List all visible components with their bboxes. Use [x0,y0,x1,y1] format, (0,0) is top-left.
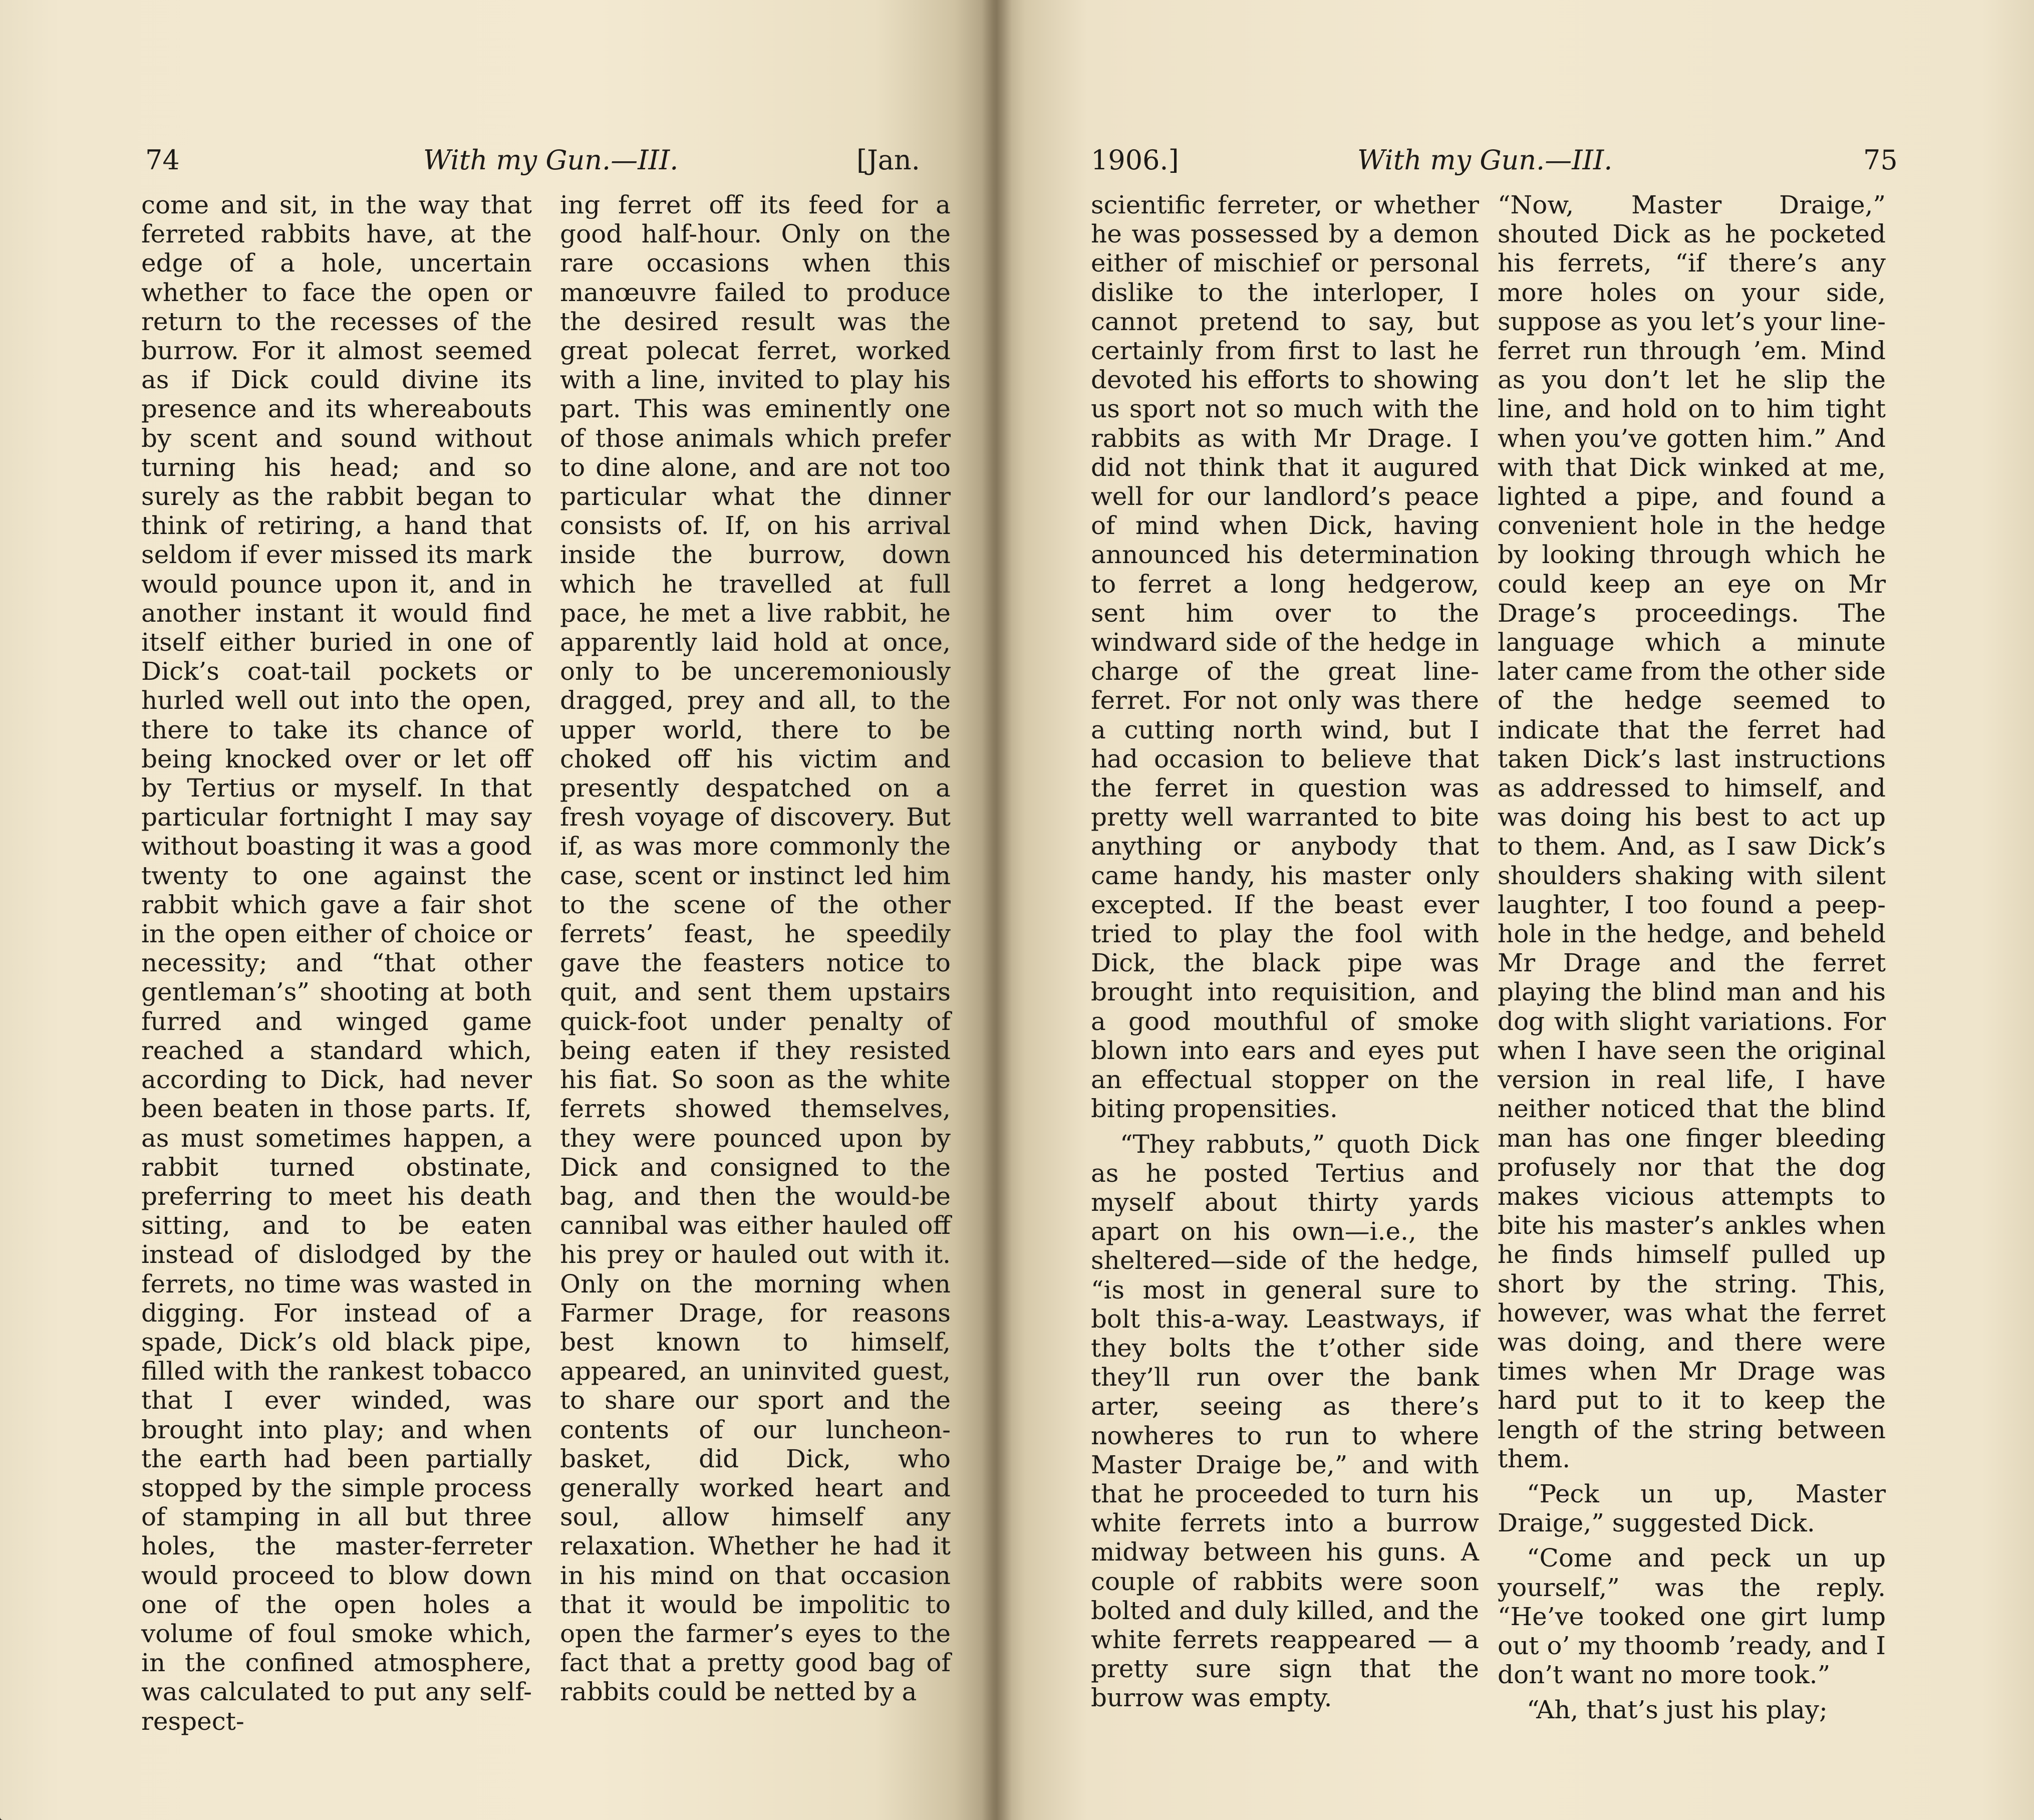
paragraph: scientific ferreter, or whether he was possessed by a demon either of mischief or personal dislike to the interloper, I cannot pretend to say, but certainly from first to last he devoted his efforts to showing us sport not so much with the rabbits as with Mr Drage. I did not think that it augured well for our landlord’s peace of mind when Dick, having announced his determination to ferret a long hedgerow, sent him over to the windward side of the hedge in charge of the great line-ferret. For not only was there a cutting north wind, but I had occasion to believe that the ferret in question was pretty well warranted to bite anything or anybody that came handy, his master only excepted. If the beast ever tried to play the fool with Dick, the black pipe was brought into requisition, and a good mouthful of smoke blown into ears and eyes put an effectual stopper on the biting propensities. [1091,190,1479,1124]
left-column-2 [560,190,951,1707]
paragraph: ing ferret off its feed for a good half-hour. Only on the rare occasions when this manœuvre failed to produce the desired result was the great polecat ferret, worked with a line, invited to play his part. This was eminently one of those animals which prefer to dine alone, and are not too particular what the dinner consists of. If, on his arrival inside the burrow, down which he travelled at full pace, he met a live rabbit, he apparently laid hold at once, only to be unceremoniously dragged, prey and all, to the upper world, there to be choked off his victim and presently despatched on a fresh voyage of discovery. But if, as was more commonly the case, scent or instinct led him to the scene of the other ferrets’ feast, he speedily gave the feasters notice to quit, and sent them upstairs quick-foot under penalty of being eaten if they resisted his fiat. So soon as the white ferrets showed themselves, they were pounced upon by Dick and consigned to the bag, and then the would-be cannibal was either hauled off his prey or hauled out with it. Only on the morning when Farmer Drage, for reasons best known to himself, appeared, an uninvited guest, to share our sport and the contents of our luncheon-basket, did Dick, who generally worked heart and soul, allow himself any relaxation. Whether he had it in his mind on that occasion that it would be impolitic to open the farmer’s eyes to the fact that a pretty good bag of rabbits could be netted by a [560,190,951,1707]
left-page [0,0,994,1820]
right-page [994,0,2034,1820]
paragraph: “Peck un up, Master Draige,” suggested Dick. [1498,1479,1886,1538]
right-column-1 [1091,190,1479,1713]
right-column-2 [1498,190,1886,1725]
paragraph: “Now, Master Draige,” shouted Dick as he pocketed his ferrets, “if there’s any more holes on your side, suppose as you let’s your line-ferret run through ’em. Mind as you don’t let he slip the line, and hold on to him tight when you’ve gotten him.” And with that Dick winked at me, lighted a pipe, and found a convenient hole in the hedge by looking through which he could keep an eye on Mr Drage’s proceedings. The language which a minute later came from the other side of the hedge seemed to indicate that the ferret had taken Dick’s last instructions as addressed to himself, and was doing his best to act up to them. And, as I saw Dick’s shoulders shaking with silent laughter, I too found a peep-hole in the hedge, and beheld Mr Drage and the ferret playing the blind man and his dog with slight variations. For when I have seen the original version in real life, I have neither noticed that the blind man has one finger bleeding profusely nor that the dog makes vicious attempts to bite his master’s ankles when he finds himself pulled up short by the string. This, however, was what the ferret was doing, and there were times when Mr Drage was hard put to it to keep the length of the string between them. [1498,190,1886,1473]
left-page-header [0,140,994,180]
paragraph: “They rabbuts,” quoth Dick as he posted Tertius and myself about thirty yards apart on his own—i.e., the sheltered—side of the hedge, “is most in general sure to bolt this-a-way. Leastways, if they bolts the t’other side they’ll run over the bank arter, seeing as there’s nowheres to run to where Master Draige be,” and with that he proceeded to turn his white ferrets into a burrow midway between his guns. A couple of rabbits were soon bolted and duly killed, and the white ferrets reappeared — a pretty sure sign that the burrow was empty. [1091,1129,1479,1713]
left-column-1 [141,190,532,1736]
running-title: With my Gun.—III. [1357,144,1613,176]
date-mark: [Jan. [856,144,920,176]
paragraph: “Ah, that’s just his play; [1527,1695,1828,1725]
paragraph: “Come and peck un up yourself,” was the reply. “He’ve tooked one girt lump out o’ my thoomb ’ready, and I don’t want no more took.” [1498,1543,1886,1690]
page-number: 75 [1863,144,1898,176]
date-mark: 1906.] [1091,144,1179,176]
paragraph: come and sit, in the way that ferreted rabbits have, at the edge of a hole, uncertain whether to face the open or return to the recesses of the burrow. For it almost seemed as if Dick could divine its presence and its whereabouts by scent and sound without turning his head; and so surely as the rabbit began to think of retiring, a hand that seldom if ever missed its mark would pounce upon it, and in another instant it would find itself either buried in one of Dick’s coat-tail pockets or hurled well out into the open, there to take its chance of being knocked over or let off by Tertius or myself. In that particular fortnight I may say without boasting it was a good twenty to one against the rabbit which gave a fair shot in the open either of choice or necessity; and “that other gentleman’s” shooting at both furred and winged game reached a standard which, according to Dick, had never been beaten in those parts. If, as must sometimes happen, a rabbit turned obstinate, preferring to meet his death sitting, and to be eaten instead of dislodged by the ferrets, no time was wasted in digging. For instead of a spade, Dick’s old black pipe, filled with the rankest tobacco that I ever winded, was brought into play; and when the earth had been partially stopped by the simple process of stamping in all but three holes, the master-ferreter would proceed to blow down one of the open holes a volume of foul smoke which, in the confined atmosphere, was calculated to put any self-respect- [141,190,532,1736]
running-title: With my Gun.—III. [423,144,679,176]
right-page-header [994,140,2034,180]
book-gutter [982,0,1012,1820]
page-number: 74 [145,144,180,176]
